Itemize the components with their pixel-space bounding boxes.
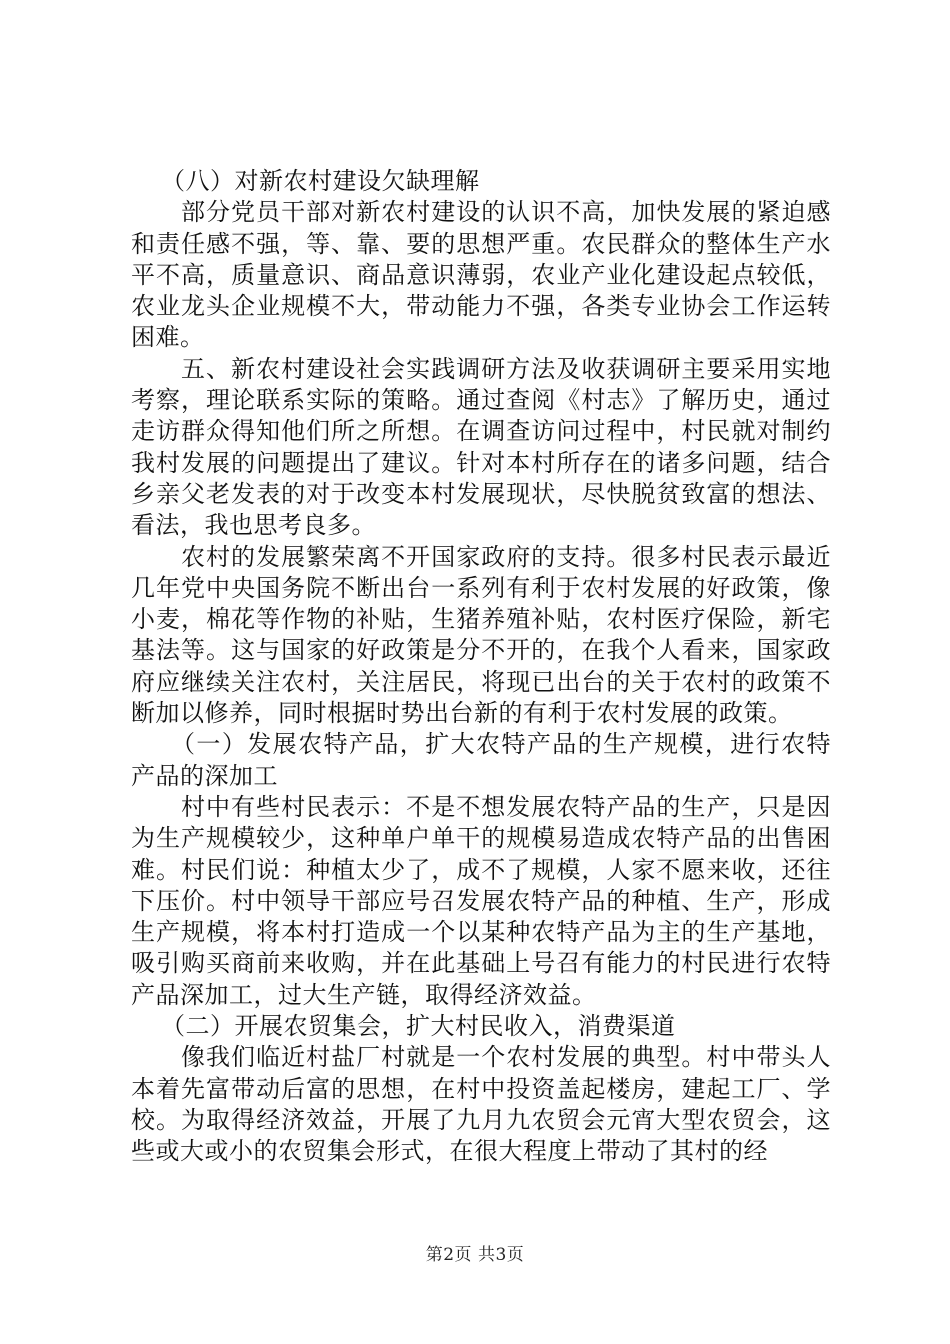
paragraph: 部分党员干部对新农村建设的认识不高，加快发展的紧迫感和责任感不强，等、靠、要的思想严重。农民群众的整体生产水平不高，质量意识、商品意识薄弱，农业产业化建设起点较低，农业龙头企业规模不大，带动能力不强，各类专业协会工作运转困难。 xyxy=(131,198,831,352)
document-body xyxy=(131,166,831,1168)
paragraph: 农村的发展繁荣离不开国家政府的支持。很多村民表示最近几年党中央国务院不断出台一系列有利于农村发展的好政策，像小麦，棉花等作物的补贴，生猪养殖补贴，农村医疗保险，新宅基法等。这与国家的好政策是分不开的，在我个人看来，国家政府应继续关注农村，关注居民，将现已出台的关于农村的政策不断加以修养，同时根据时势出台新的有利于农村发展的政策。 xyxy=(131,542,831,728)
section-heading-8: （八）对新农村建设欠缺理解 xyxy=(161,167,480,195)
page-number-footer: 第2页 共3页 xyxy=(425,1245,525,1265)
paragraph: 五、新农村建设社会实践调研方法及收获调研主要采用实地考察，理论联系实际的策略。通过查阅《村志》了解历史，通过走访群众得知他们所之所想。在调查访问过程中，村民就对制约我村发展的问题提出了建议。针对本村所存在的诸多问题，结合乡亲父老发表的对于改变本村发展现状，尽快脱贫致富的想法、看法，我也思考良多。 xyxy=(131,354,831,540)
paragraph: 像我们临近村盐厂村就是一个农村发展的典型。村中带头人本着先富带动后富的思想，在村中投资盖起楼房，建起工厂、学校。为取得经济效益，开展了九月九农贸会元宵大型农贸会，这些或大或小的农贸集会形式，在很大程度上带动了其村的经 xyxy=(131,1043,831,1166)
section-heading-2: （二）开展农贸集会，扩大村民收入，消费渠道 xyxy=(161,1012,676,1041)
section-heading-1: （一）发展农特产品，扩大农特产品的生产规模，进行农特产品的深加工 xyxy=(131,730,831,790)
paragraph: 村中有些村民表示：不是不想发展农特产品的生产，只是因为生产规模较少，这种单户单干的规模易造成农特产品的出售困难。村民们说：种植太少了，成不了规模，人家不愿来收，还往下压价。村中领导干部应号召发展农特产品的种植、生产，形成生产规模，将本村打造成一个以某种农特产品为主的生产基地，吸引购买商前来收购，并在此基础上号召有能力的村民进行农特产品深加工，过大生产链，取得经济效益。 xyxy=(131,792,831,1009)
